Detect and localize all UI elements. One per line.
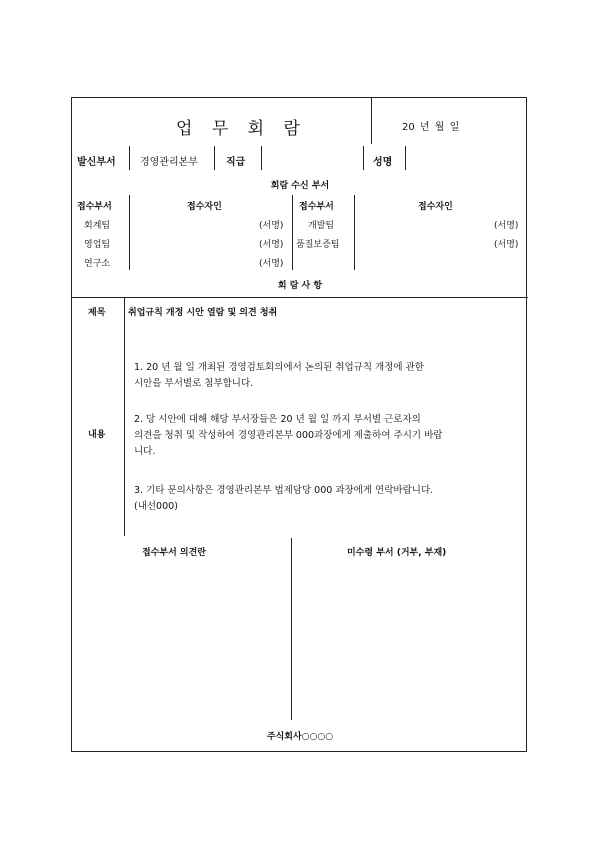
sender-dept-value[interactable]: 경영관리본부 (140, 157, 198, 168)
recipient-dept: 품질보증팀 (296, 240, 340, 250)
divider (292, 195, 293, 270)
divider (124, 298, 125, 536)
title-date-divider (371, 98, 372, 144)
content-label: 내용 (88, 430, 106, 440)
content-line: (내선000) (134, 501, 178, 512)
recipient-col-receiver: 접수자인 (418, 202, 453, 212)
divider (129, 146, 130, 170)
circular-form (71, 97, 527, 752)
content-line: 3. 기타 문의사항은 경영관리본부 법제담당 000 과장에게 연락바랍니다. (134, 485, 434, 496)
divider (214, 146, 215, 170)
signature-field[interactable]: (서명) (259, 240, 284, 250)
section-divider (72, 297, 528, 298)
recipient-dept: 개발팀 (308, 221, 335, 231)
form-title: 업 무 회 람 (176, 119, 307, 139)
divider (261, 146, 262, 170)
content-line: 의견을 청취 및 작성하여 경영관리본부 000과장에게 제출하여 주시기 바랍 (134, 430, 443, 441)
position-field[interactable] (268, 153, 358, 165)
position-label: 직급 (226, 157, 246, 168)
divider (405, 146, 406, 170)
circular-heading: 회 람 사 항 (277, 281, 323, 291)
recipient-dept: 연구소 (84, 259, 111, 269)
recipient-col-dept: 접수부서 (77, 202, 112, 212)
company-name: 주식회사○○○○ (266, 732, 334, 742)
content-item (134, 360, 424, 392)
divider (129, 195, 130, 270)
divider (363, 146, 364, 170)
divider (354, 195, 355, 270)
sender-dept-label: 발신부서 (77, 157, 116, 168)
subject-field[interactable]: 취업규칙 개정 시안 열람 및 의견 청취 (128, 308, 278, 318)
signature-field[interactable]: (서명) (494, 221, 519, 231)
recipient-dept: 영업팀 (84, 240, 111, 250)
opinion-label: 접수부서 의견란 (142, 548, 206, 558)
recipients-heading: 회람 수신 부서 (270, 181, 330, 191)
signature-field[interactable]: (서명) (494, 240, 519, 250)
date-field[interactable]: 20 년 월 일 (402, 122, 460, 133)
content-line: 1. 20 년 월 일 개최된 경영검토회의에서 논의된 취업규칙 개정에 관한 (134, 362, 424, 373)
content-line: 시안을 부서별로 첨부합니다. (134, 378, 254, 389)
subject-label: 제목 (88, 308, 106, 318)
content-line: 2. 당 시안에 대해 해당 부서장들은 20 년 월 일 까지 부서별 근로자의 (134, 414, 421, 425)
recipient-dept: 회계팀 (84, 221, 111, 231)
recipient-col-dept: 접수부서 (299, 202, 334, 212)
name-field[interactable] (412, 153, 512, 165)
name-label: 성명 (373, 157, 393, 168)
signature-field[interactable]: (서명) (259, 221, 284, 231)
recipient-col-receiver: 접수자인 (187, 202, 222, 212)
content-item (134, 412, 442, 460)
content-line: 니다. (134, 446, 156, 457)
signature-field[interactable]: (서명) (259, 259, 284, 269)
absent-dept-label: 미수령 부서 (거부, 부재) (347, 548, 447, 558)
divider (291, 538, 292, 720)
content-item (134, 483, 433, 515)
